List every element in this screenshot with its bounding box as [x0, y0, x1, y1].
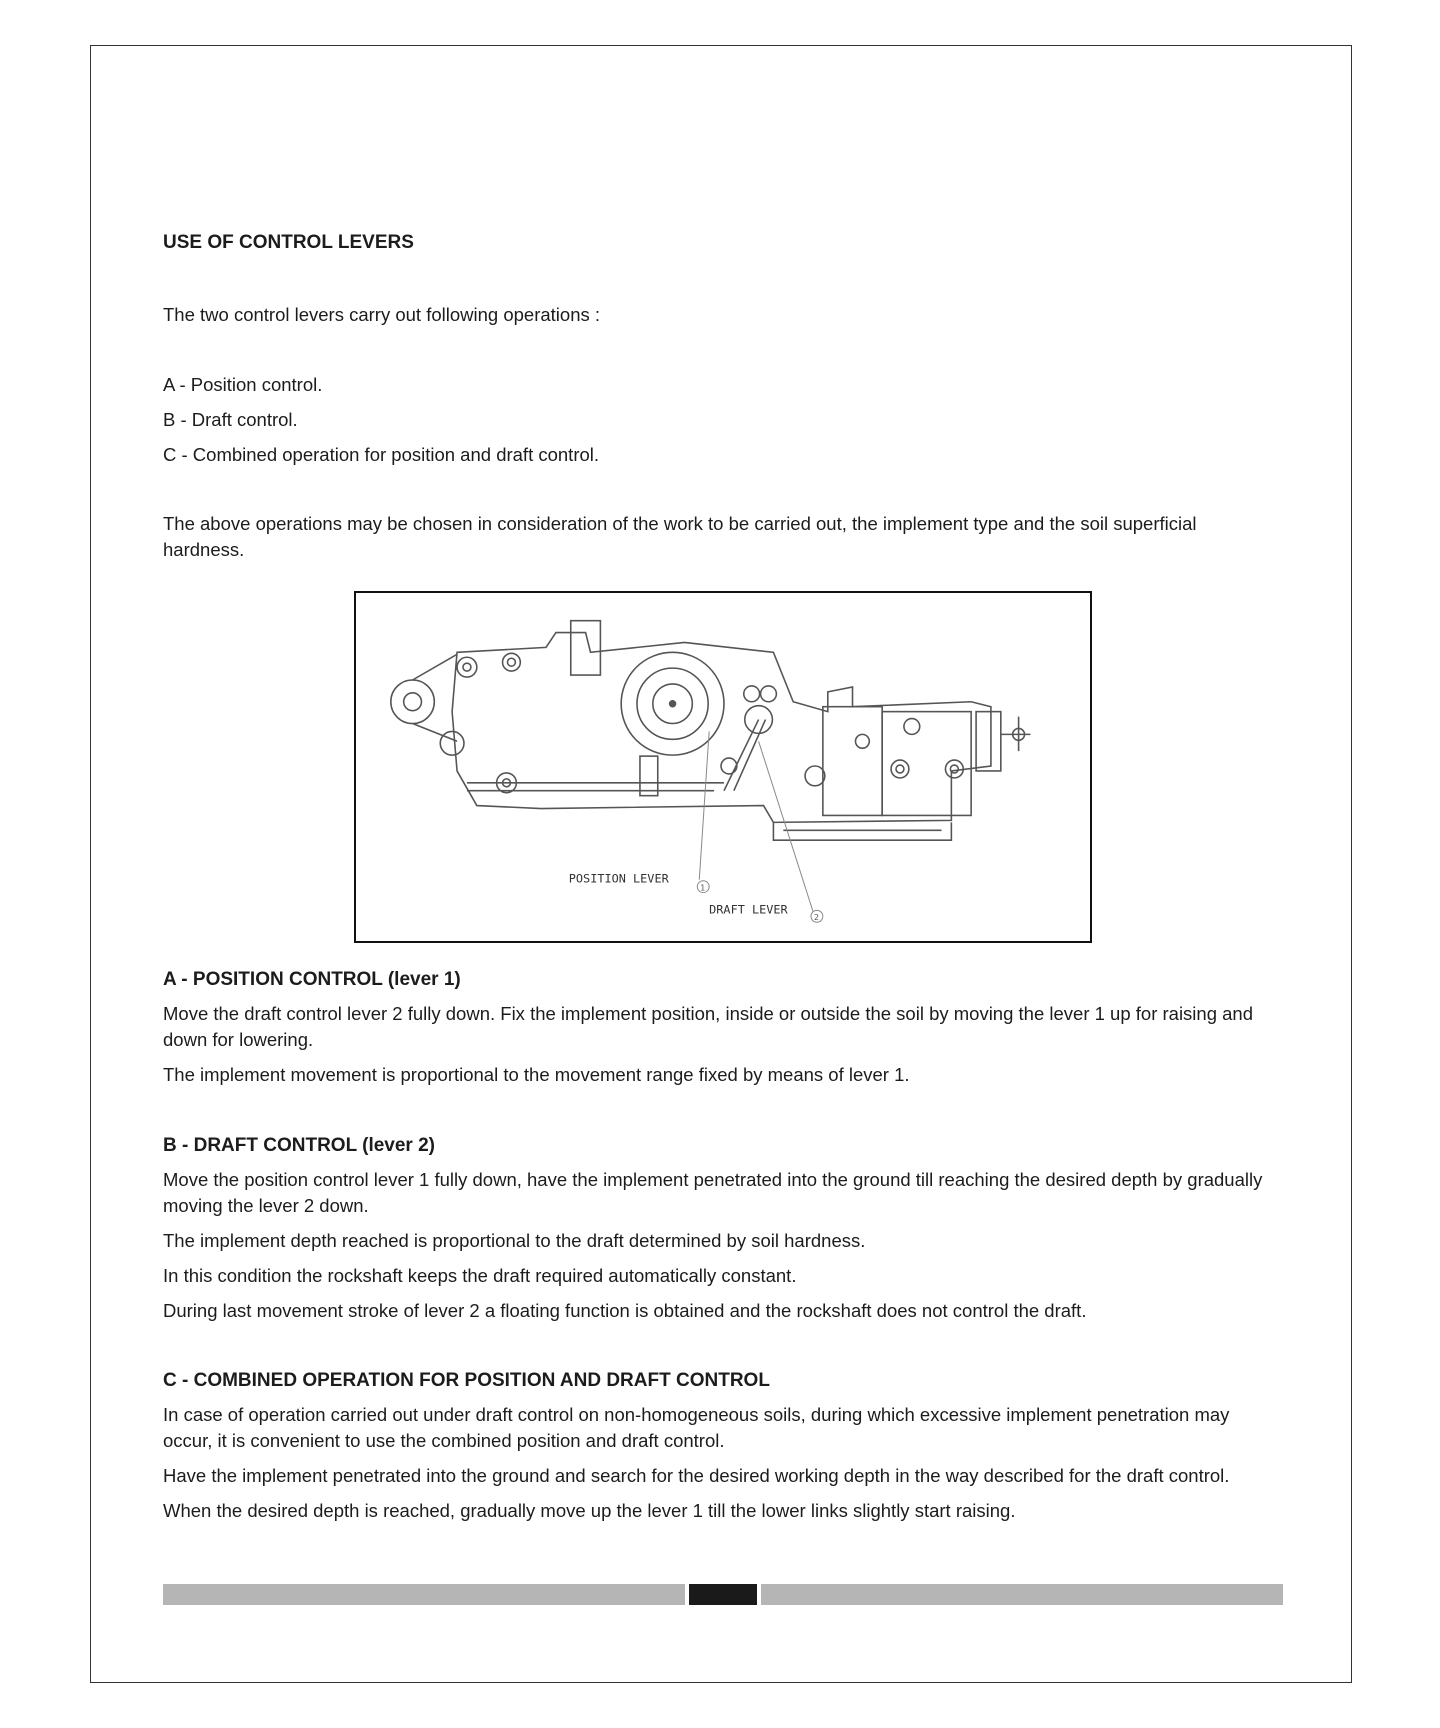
section-b-heading: B - DRAFT CONTROL (lever 2): [163, 1135, 436, 1156]
hydraulic-lift-drawing: [356, 593, 1090, 941]
section-b-paragraph: Move the position control lever 1 fully down, have the implement penetrated into the ground till reaching the desired depth by gradually moving the lever 2 down.: [163, 1169, 1263, 1216]
draft-lever-label: DRAFT LEVER: [709, 902, 788, 917]
section-c-paragraph: Have the implement penetrated into the ground and search for the desired working depth in the way described for the draft control.: [163, 1465, 1230, 1486]
operation-item: C - Combined operation for position and draft control.: [163, 444, 600, 465]
section-a-paragraph: Move the draft control lever 2 fully down. Fix the implement position, inside or outside the soil by moving the lever 1 up for raising and down for lowering.: [163, 1003, 1254, 1050]
section-c-paragraph: When the desired depth is reached, gradually move up the lever 1 till the lower links slightly start raising.: [163, 1500, 1016, 1521]
section-a-heading: A - POSITION CONTROL (lever 1): [163, 969, 461, 990]
footer-bar-left: [163, 1584, 685, 1605]
operation-item: A - Position control.: [163, 374, 323, 395]
section-b-paragraph: The implement depth reached is proportional to the draft determined by soil hardness.: [163, 1230, 866, 1251]
section-c-heading: C - COMBINED OPERATION FOR POSITION AND DRAFT CONTROL: [163, 1370, 770, 1391]
operation-item: B - Draft control.: [163, 409, 298, 430]
position-lever-number: 1: [700, 883, 706, 893]
section-c-paragraph: In case of operation carried out under draft control on non-homogeneous soils, during which excessive implement penetration may occur, it is convenient to use the combined position and draft control.: [163, 1404, 1230, 1451]
intro-text: The two control levers carry out following operations :: [163, 304, 601, 325]
page-title: USE OF CONTROL LEVERS: [163, 232, 414, 253]
section-b-paragraph: In this condition the rockshaft keeps the draft required automatically constant.: [163, 1265, 797, 1286]
footer-bar-right: [761, 1584, 1283, 1605]
draft-lever-number: 2: [813, 913, 819, 923]
position-lever-label: POSITION LEVER: [568, 871, 669, 886]
section-b-paragraph: During last movement stroke of lever 2 a floating function is obtained and the rockshaft does not control the draft.: [163, 1300, 1087, 1321]
section-a-paragraph: The implement movement is proportional to the movement range fixed by means of lever 1.: [163, 1064, 910, 1085]
choice-paragraph: The above operations may be chosen in consideration of the work to be carried out, the implement type and the soil superficial hardness.: [163, 513, 1197, 560]
lever-diagram-figure: [354, 591, 1092, 943]
footer-page-marker: [689, 1584, 757, 1605]
